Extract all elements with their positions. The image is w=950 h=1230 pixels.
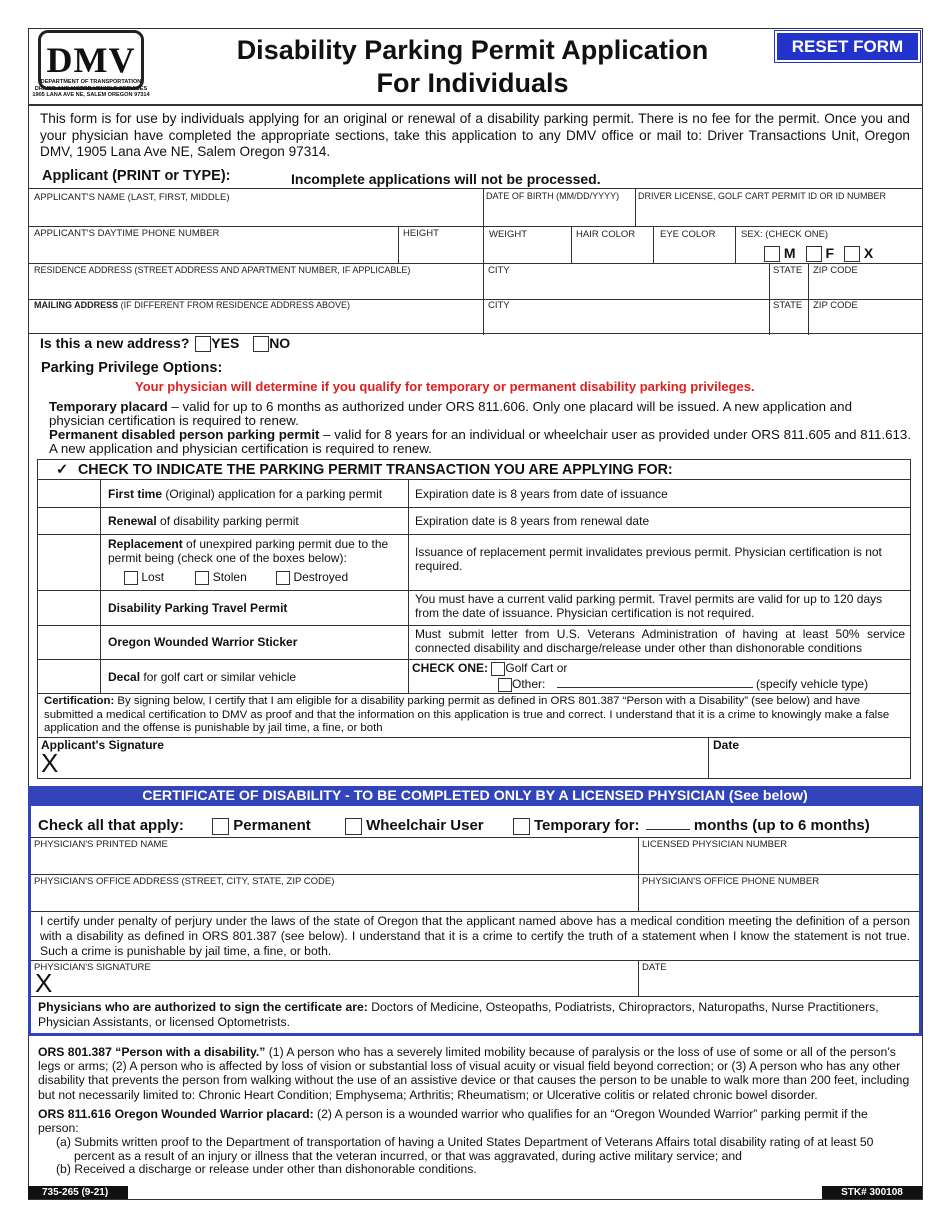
check-one-label: CHECK ONE:	[412, 661, 489, 675]
ors2-item-a: (a) Submits written proof to the Department of transportation of having a United States Department of Veterans Affairs total disability rating of at least 50 percent as a result of an injury or illness that the veteran incurred, or that was aggravated, during active military service; and	[56, 1135, 874, 1163]
first-time-label	[108, 487, 382, 501]
sex-label: SEX: (CHECK ONE)	[741, 229, 829, 240]
physician-note: Your physician will determine if you qualify for temporary or permanent disability parking privileges.	[135, 379, 755, 394]
weight-field[interactable]: WEIGHT	[489, 229, 527, 240]
wounded-warrior-label: Oregon Wounded Warrior Sticker	[108, 635, 298, 649]
physician-signature-field[interactable]	[61, 972, 631, 994]
decal-checkbox[interactable]	[38, 660, 100, 693]
check-all-label: Check all that apply:	[38, 817, 184, 834]
wounded-warrior-checkbox[interactable]	[38, 626, 100, 659]
permanent-checkbox[interactable]	[212, 818, 229, 835]
other-checkbox[interactable]	[498, 678, 512, 692]
specify-label: (specify vehicle type)	[756, 677, 869, 691]
applicant-signature-field[interactable]	[101, 738, 706, 778]
physician-signature-label: PHYSICIAN'S SIGNATURE	[34, 962, 151, 973]
city-field[interactable]: CITY	[488, 265, 510, 276]
temporary-placard-text	[49, 400, 911, 428]
form-number: 735-265 (9-21)	[28, 1186, 128, 1199]
physician-banner	[31, 786, 919, 806]
mailing-field[interactable]	[34, 301, 350, 311]
sex-m-checkbox[interactable]	[764, 246, 780, 262]
decal-bold: Decal	[108, 670, 141, 684]
permanent-permit-text	[49, 428, 911, 456]
ors2-text: (2) A person is a wounded warrior who qualifies for an “Oregon Wounded Warrior” parking permit if the person:	[38, 1107, 868, 1136]
applicant-grid	[28, 188, 923, 334]
sex-f-checkbox[interactable]	[806, 246, 822, 262]
physician-section	[28, 786, 922, 1036]
ors-801-387	[38, 1045, 910, 1102]
wheelchair-checkbox[interactable]	[345, 818, 362, 835]
ors-811-616	[38, 1107, 910, 1135]
certification-bold: Certification:	[44, 695, 115, 707]
new-address-no-checkbox[interactable]	[253, 336, 269, 352]
replacement-bold: Replacement	[108, 537, 183, 551]
reset-form-button[interactable]	[775, 31, 920, 62]
destroyed-label: Destroyed	[293, 570, 349, 584]
height-field[interactable]: HEIGHT	[403, 228, 439, 239]
page-title	[175, 34, 770, 100]
authorized-physicians	[38, 1000, 914, 1030]
travel-permit-checkbox[interactable]	[38, 591, 100, 625]
sex-m-label: M	[783, 245, 796, 261]
perm-bold: Permanent disabled person parking permit	[49, 427, 320, 442]
agency-line-3: 1905 LANA AVE NE, SALEM OREGON 97314	[32, 92, 150, 98]
name-field[interactable]: APPLICANT'S NAME (LAST, FIRST, MIDDLE)	[34, 192, 230, 203]
golf-cart-checkbox[interactable]	[491, 662, 505, 676]
title-line-1: Disability Parking Permit Application	[236, 35, 709, 65]
travel-permit-label: Disability Parking Travel Permit	[108, 601, 288, 615]
renewal-bold: Renewal	[108, 514, 157, 528]
perjury-statement: I certify under penalty of perjury under the laws of the state of Oregon that the applicant named above has a medical condition meeting the definition of a person with a disability as defined in ORS 801.387 (see below). I understand that it is a crime to certify the truth of a statement when I know the statement is not true. Such a crime is punishable by jail time, a fine, or both.	[40, 914, 910, 958]
physician-banner-text: CERTIFICATE OF DISABILITY - TO BE COMPLETED ONLY BY A LICENSED PHYSICIAN (See below)	[142, 788, 808, 804]
temp-bold: Temporary placard	[49, 399, 168, 414]
transaction-heading: CHECK TO INDICATE THE PARKING PERMIT TRANSACTION YOU ARE APPLYING FOR:	[77, 462, 673, 478]
sex-options	[764, 245, 873, 262]
transaction-table	[37, 459, 911, 779]
other-vehicle-input[interactable]	[557, 676, 753, 688]
renewal-label	[108, 514, 299, 528]
title-line-2: For Individuals	[376, 68, 569, 98]
agency-block	[30, 79, 152, 99]
first-time-text: (Original) application for a parking permit	[162, 487, 383, 501]
new-address-question: Is this a new address?	[40, 335, 190, 351]
sex-x-label: X	[863, 245, 874, 261]
lost-checkbox[interactable]	[124, 571, 138, 585]
temporary-months-input[interactable]	[646, 816, 690, 830]
authorized-bold: Physicians who are authorized to sign the certificate are:	[38, 1000, 368, 1014]
physician-address-field[interactable]: PHYSICIAN'S OFFICE ADDRESS (STREET, CITY, STATE, ZIP CODE)	[34, 876, 335, 887]
phone-field[interactable]: APPLICANT'S DAYTIME PHONE NUMBER	[34, 228, 220, 239]
agency-line-1: DEPARTMENT OF TRANSPORTATION	[40, 79, 142, 85]
city2-field[interactable]: CITY	[488, 300, 510, 311]
applicant-signature-label: Applicant's Signature	[41, 738, 164, 752]
applicant-date-label: Date	[713, 738, 740, 752]
decal-text: for golf cart or similar vehicle	[140, 670, 297, 684]
physician-name-field[interactable]: PHYSICIAN'S PRINTED NAME	[34, 839, 168, 850]
header-divider	[28, 104, 923, 106]
wounded-warrior-desc: Must submit letter from U.S. Veterans Administration of having at least 50% service connected disability and discharge/release under other than dishonorable conditions	[415, 627, 905, 655]
destroyed-checkbox[interactable]	[276, 571, 290, 585]
logo-text: DMV	[46, 40, 136, 80]
authorized-text: Doctors of Medicine, Osteopaths, Podiatrists, Chiropractors, Naturopaths, Nurse Practitioners, Physician Assistants, or licensed Optometrists.	[38, 1000, 879, 1029]
lost-label: Lost	[141, 570, 165, 584]
new-address-row	[40, 335, 290, 352]
yes-label: YES	[211, 335, 240, 351]
stolen-label: Stolen	[212, 570, 247, 584]
physician-phone-field[interactable]: PHYSICIAN'S OFFICE PHONE NUMBER	[642, 876, 820, 887]
renewal-desc: Expiration date is 8 years from renewal date	[415, 514, 650, 528]
agency-line-2: DRIVER AND MOTOR VEHICLE SERVICES	[34, 85, 148, 92]
decal-options	[412, 661, 567, 676]
permanent-label: Permanent	[233, 817, 311, 834]
ors1-bold: ORS 801.387 “Person with a disability.”	[38, 1045, 266, 1059]
certification-body: By signing below, I certify that I am eligible for a disability parking permit as defined in ORS 801.387 “Person with a Disability” (see below) and have submitted a medical certification to DMV as proof and that the information on this application is true and correct. I understand that it is a crime to knowingly make a false application and the offense is punishable by jail time, a fine, or both	[44, 695, 890, 734]
stolen-checkbox[interactable]	[195, 571, 209, 585]
replacement-checkbox[interactable]	[38, 535, 100, 590]
months-label: months (up to 6 months)	[693, 817, 870, 834]
parking-options-heading: Parking Privilege Options:	[41, 360, 223, 376]
mailing-rest: (IF DIFFERENT FROM RESIDENCE ADDRESS ABOVE)	[118, 300, 351, 310]
residence-field[interactable]: RESIDENCE ADDRESS (STREET ADDRESS AND APARTMENT NUMBER, IF APPLICABLE)	[34, 265, 411, 275]
new-address-yes-checkbox[interactable]	[195, 336, 211, 352]
perm-text: – valid for 8 years for an individual or wheelchair user as provided under ORS 811.605 and 811.613. A new application and physician certification is required to renew.	[49, 427, 912, 456]
temporary-label: Temporary for:	[533, 817, 640, 834]
physician-date-field[interactable]: DATE	[642, 962, 667, 973]
incomplete-warning: Incomplete applications will not be processed.	[291, 171, 601, 187]
sex-x-checkbox[interactable]	[844, 246, 860, 262]
ors2-item-b: (b) Received a discharge or release under other than dishonorable conditions.	[56, 1162, 477, 1176]
applicant-heading: Applicant (PRINT or TYPE):	[42, 168, 231, 184]
state2-field[interactable]: STATE	[773, 300, 803, 311]
replacement-desc: Issuance of replacement permit invalidates previous permit. Physician certification is not required.	[415, 545, 882, 573]
temporary-checkbox[interactable]	[513, 818, 530, 835]
applicant-date-field[interactable]	[709, 750, 909, 778]
license-field[interactable]: DRIVER LICENSE, GOLF CART PERMIT ID OR ID NUMBER	[638, 191, 887, 201]
other-label: Other:	[512, 677, 546, 691]
intro-text: This form is for use by individuals applying for an original or renewal of a disability parking permit. There is no fee for the permit. Once you and your physician have completed the appropriate sections, take this application to any DMV office or mail to: Driver Transactions Unit, Oregon DMV, 1905 Lana Ave NE, Salem Oregon 97314.	[40, 111, 910, 159]
renewal-text: of disability parking permit	[156, 514, 299, 528]
decal-other-row	[498, 676, 868, 692]
physician-license-field[interactable]: LICENSED PHYSICIAN NUMBER	[642, 839, 788, 850]
ors1-text: (1) A person who has a severely limited mobility because of paralysis or the loss of use of some or all of the person’s legs or arms; (2) A person who is affected by loss of vision or substantial loss of visual acuity or visual field beyond correction; or (3) A person who has any other disability that prevents the person from walking without the use of an assistive device or that causes the person to be unable to walk more than 200 feet, including but not necessarily limited to: Chronic Heart Condition; Emphysema; Arthritis; Rheumatism; or Ulcerative colitis or related chronic bowel disorder.	[38, 1045, 910, 1102]
dob-field[interactable]: DATE OF BIRTH (MM/DD/YYYY)	[486, 191, 620, 201]
ors2-bold: ORS 811.616 Oregon Wounded Warrior placard:	[38, 1107, 314, 1121]
transaction-heading-row	[38, 460, 910, 480]
certification-text	[44, 695, 906, 736]
replacement-text: of unexpired parking permit due to the permit being (check one of the boxes below):	[108, 537, 389, 565]
eye-color-field[interactable]: EYE COLOR	[660, 229, 716, 240]
decal-label	[108, 670, 296, 684]
zip2-field[interactable]: ZIP CODE	[813, 300, 858, 311]
travel-permit-desc: You must have a current valid parking permit. Travel permits are valid for up to 120 days from the date of issuance. Physician certification is not required.	[415, 592, 883, 620]
mailing-bold: MAILING ADDRESS	[34, 300, 119, 310]
first-time-checkbox[interactable]	[38, 480, 100, 507]
replacement-reasons	[124, 570, 348, 585]
golf-cart-label: Golf Cart or	[505, 661, 568, 675]
sex-f-label: F	[825, 245, 835, 261]
zip-field[interactable]: ZIP CODE	[813, 265, 858, 276]
applicant-signature-x: X	[41, 748, 59, 778]
state-field[interactable]: STATE	[773, 265, 803, 276]
wheelchair-label: Wheelchair User	[366, 817, 484, 834]
reset-form-label: RESET FORM	[791, 37, 904, 56]
temp-text: – valid for up to 6 months as authorized under ORS 811.606. Only one placard will be issued. A new application and physician certification is required to renew.	[49, 399, 852, 428]
stk-number: STK# 300108	[822, 1186, 922, 1199]
check-icon: ✓	[56, 462, 68, 478]
renewal-checkbox[interactable]	[38, 508, 100, 534]
physician-signature-x: X	[35, 968, 53, 998]
first-time-desc: Expiration date is 8 years from date of issuance	[415, 487, 668, 501]
check-all-row	[38, 816, 870, 835]
first-time-bold: First time	[108, 487, 163, 501]
hair-color-field[interactable]: HAIR COLOR	[576, 229, 636, 240]
replacement-label	[108, 537, 403, 565]
no-label: NO	[269, 335, 291, 351]
